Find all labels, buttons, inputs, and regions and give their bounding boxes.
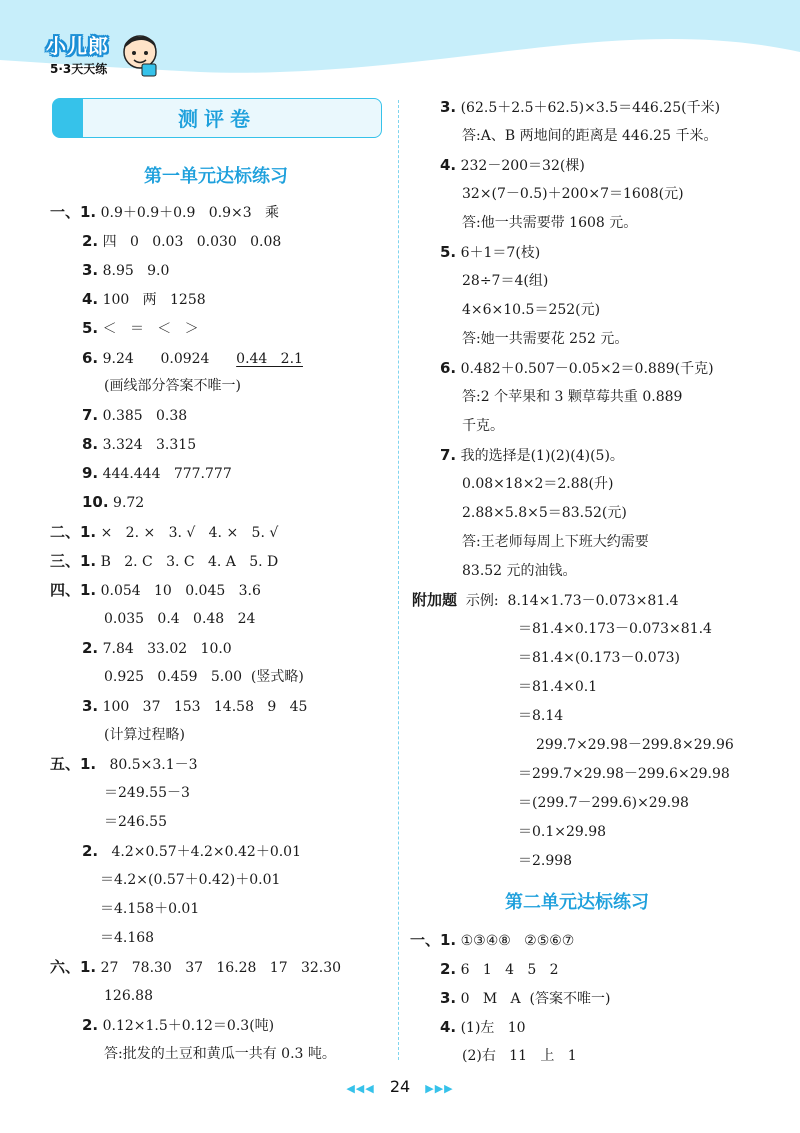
answer-line: 2. 7.84 33.02 10.0: [82, 639, 232, 657]
answer-line: ＝4.168: [100, 930, 155, 946]
page-number: 24: [389, 1077, 411, 1096]
answer-line: 126.88: [104, 988, 153, 1004]
answer-line: ＝299.7×29.98－299.6×29.98: [518, 766, 730, 782]
answer-line: 三、1. B 2. C 3. C 4. A 5. D: [50, 552, 279, 570]
logo-title: 小儿郎: [46, 34, 109, 58]
answer-line: 五、1. 80.5×3.1－3: [50, 755, 198, 773]
section-title-unit2: 第二单元达标练习: [505, 892, 649, 913]
answer-line: ＝246.55: [104, 814, 167, 830]
answer-line: 5. ＜ ＝ ＜ ＞: [82, 319, 199, 337]
answer-line: ＝249.55－3: [104, 785, 190, 801]
column-divider: [398, 100, 399, 1060]
answer-line: ＝0.1×29.98: [518, 824, 607, 840]
answer-line: ＝8.14: [518, 708, 564, 724]
answer-line: ＝(299.7－299.6)×29.98: [518, 795, 689, 811]
answer-line: 4. (1)左 10: [440, 1018, 526, 1036]
answer-line: 答:批发的土豆和黄瓜一共有 0.3 吨。: [104, 1046, 336, 1062]
answer-line: 2. 四 0 0.03 0.030 0.08: [82, 232, 282, 250]
answer-line: ＝81.4×(0.173－0.073): [518, 650, 680, 666]
answer-line: 6. 0.482＋0.507－0.05×2＝0.889(千克): [440, 359, 714, 377]
mascot-icon: [118, 28, 162, 80]
answer-line: 299.7×29.98－299.8×29.96: [536, 737, 734, 753]
answer-line: 4. 232－200＝32(棵): [440, 156, 585, 174]
answer-line: 7. 0.385 0.38: [82, 406, 188, 424]
prev-arrows-icon: ◀◀◀: [346, 1082, 375, 1095]
answer-line: 4. 100 两 1258: [82, 290, 206, 308]
section-title-unit1: 第一单元达标练习: [144, 166, 288, 187]
note-line: (计算过程略): [104, 727, 185, 743]
answer-line: 0.035 0.4 0.48 24: [104, 611, 256, 627]
answer-line: 答:他一共需要带 1608 元。: [462, 215, 638, 231]
answer-line: 9. 444.444 777.777: [82, 464, 232, 482]
bonus-line: 附加题 示例: 8.14×1.73－0.073×81.4: [412, 591, 679, 609]
note-line: (画线部分答案不唯一): [104, 378, 241, 394]
answer-line: 2. 0.12×1.5＋0.12＝0.3(吨): [82, 1016, 275, 1034]
answer-line: 0.08×18×2＝2.88(升): [462, 476, 614, 492]
answer-line: (2)右 11 上 1: [462, 1048, 577, 1064]
answer-line: ＝4.2×(0.57＋0.42)＋0.01: [100, 872, 281, 888]
answer-line: 四、1. 0.054 10 0.045 3.6: [50, 581, 261, 599]
next-arrows-icon: ▶▶▶: [425, 1082, 454, 1095]
page-footer: [0, 1077, 800, 1096]
answer-line: 一、1. ①③④⑧ ②⑤⑥⑦: [410, 931, 575, 949]
answer-line: 5. 6＋1＝7(枝): [440, 243, 541, 261]
answer-line: 答:王老师每周上下班大约需要: [462, 534, 649, 550]
answer-line: 7. 我的选择是(1)(2)(4)(5)。: [440, 446, 624, 464]
answer-line: 2.88×5.8×5＝83.52(元): [462, 505, 627, 521]
answer-line: 3. 8.95 9.0: [82, 261, 170, 279]
answer-line: 0.925 0.459 5.00 (竖式略): [104, 669, 304, 685]
answer-line: 32×(7－0.5)＋200×7＝1608(元): [462, 186, 684, 202]
answer-line: 3. 0 M A (答案不唯一): [440, 989, 611, 1007]
answer-line: 6. 9.24 0.0924 0.44 2.1: [82, 349, 303, 367]
answer-line: ＝4.158＋0.01: [100, 901, 200, 917]
answer-line: 83.52 元的油钱。: [462, 563, 577, 579]
answer-line: ＝81.4×0.173－0.073×81.4: [518, 621, 712, 637]
answer-line: 答:她一共需要花 252 元。: [462, 331, 629, 347]
answer-line: 28÷7＝4(组): [462, 273, 549, 289]
answer-line: 2. 4.2×0.57＋4.2×0.42＋0.01: [82, 842, 301, 860]
underlined-answer: 0.44 2.1: [236, 351, 303, 367]
answer-line: 二、1. × 2. × 3. √ 4. × 5. √: [50, 523, 279, 541]
answer-line: 10. 9.72: [82, 493, 145, 511]
answer-line: 答:A、B 两地间的距离是 446.25 千米。: [462, 128, 718, 144]
logo: [44, 30, 154, 82]
answer-line: 六、1. 27 78.30 37 16.28 17 32.30: [50, 958, 342, 976]
answer-line: 4×6×10.5＝252(元): [462, 302, 601, 318]
answer-line: 2. 6 1 4 5 2: [440, 960, 559, 978]
test-banner: [52, 98, 382, 138]
banner-title: 测评卷: [178, 107, 256, 131]
answer-line: 千克。: [462, 418, 504, 434]
answer-line: 8. 3.324 3.315: [82, 435, 197, 453]
answer-line: 一、1. 0.9＋0.9＋0.9 0.9×3 乘: [50, 203, 279, 221]
answer-line: 答:2 个苹果和 3 颗草莓共重 0.889: [462, 389, 683, 405]
answer-line: ＝81.4×0.1: [518, 679, 598, 695]
logo-subtitle: 5·3天天练: [50, 62, 108, 76]
answer-line: 3. (62.5＋2.5＋62.5)×3.5＝446.25(千米): [440, 98, 721, 116]
answer-line: ＝2.998: [518, 853, 573, 869]
answer-line: 3. 100 37 153 14.58 9 45: [82, 697, 308, 715]
